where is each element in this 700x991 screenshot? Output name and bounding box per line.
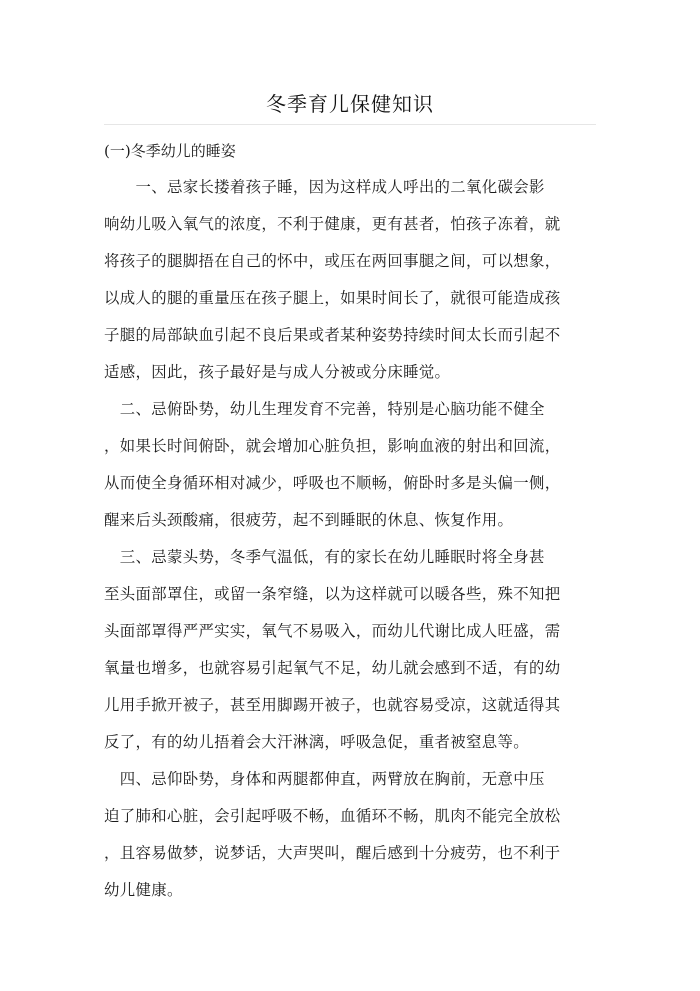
paragraph-line: 氧量也增多，也就容易引起氧气不足，幼儿就会感到不适，有的幼	[104, 659, 561, 677]
paragraph-line: 一、忌家长搂着孩子睡，因为这样成人呼出的二氧化碳会影	[104, 178, 545, 196]
paragraph-line: 儿用手掀开被子，甚至用脚踢开被子，也就容易受凉，这就适得其	[104, 696, 561, 714]
section-heading: (一)冬季幼儿的睡姿	[104, 142, 236, 160]
paragraph-line: 二、忌俯卧势，幼儿生理发育不完善，特别是心脑功能不健全	[104, 400, 545, 418]
paragraph-line: 至头面部罩住，或留一条窄缝，以为这样就可以暖各些，殊不知把	[104, 585, 561, 603]
paragraph-line: 醒来后头颈酸痛，很疲劳，起不到睡眠的休息、恢复作用。	[104, 511, 514, 529]
paragraph-line: 子腿的局部缺血引起不良后果或者某种姿势持续时间太长而引起不	[104, 326, 561, 344]
paragraph-line: 迫了肺和心脏，会引起呼吸不畅，血循环不畅，肌肉不能完全放松	[104, 807, 561, 825]
document-title: 冬季育儿保健知识	[266, 92, 434, 116]
title-divider	[104, 124, 596, 125]
paragraph-line: 反了，有的幼儿捂着会大汗淋漓，呼吸急促，重者被窒息等。	[104, 733, 529, 751]
paragraph-line: 四、忌仰卧势，身体和两腿都伸直，两臂放在胸前，无意中压	[104, 770, 545, 788]
paragraph-line: 以成人的腿的重量压在孩子腿上，如果时间长了，就很可能造成孩	[104, 289, 561, 307]
paragraph-line: 将孩子的腿脚捂在自己的怀中，或压在两回事腿之间，可以想象，	[104, 252, 561, 270]
paragraph-line: 响幼儿吸入氧气的浓度，不利于健康，更有甚者，怕孩子冻着，就	[104, 215, 561, 233]
paragraph-line: ，且容易做梦，说梦话，大声哭叫，醒后感到十分疲劳，也不利于	[104, 844, 561, 862]
paragraph-line: 从而使全身循环相对减少，呼吸也不顺畅，俯卧时多是头偏一侧，	[104, 474, 561, 492]
paragraph-line: 幼儿健康。	[104, 881, 183, 899]
paragraph-line: 适感，因此，孩子最好是与成人分被或分床睡觉。	[104, 363, 451, 381]
paragraph-line: ，如果长时间俯卧，就会增加心脏负担，影响血液的射出和回流，	[104, 437, 561, 455]
paragraph-line: 头面部罩得严严实实，氧气不易吸入，而幼儿代谢比成人旺盛，需	[104, 622, 561, 640]
paragraph-line: 三、忌蒙头势，冬季气温低，有的家长在幼儿睡眠时将全身甚	[104, 548, 545, 566]
